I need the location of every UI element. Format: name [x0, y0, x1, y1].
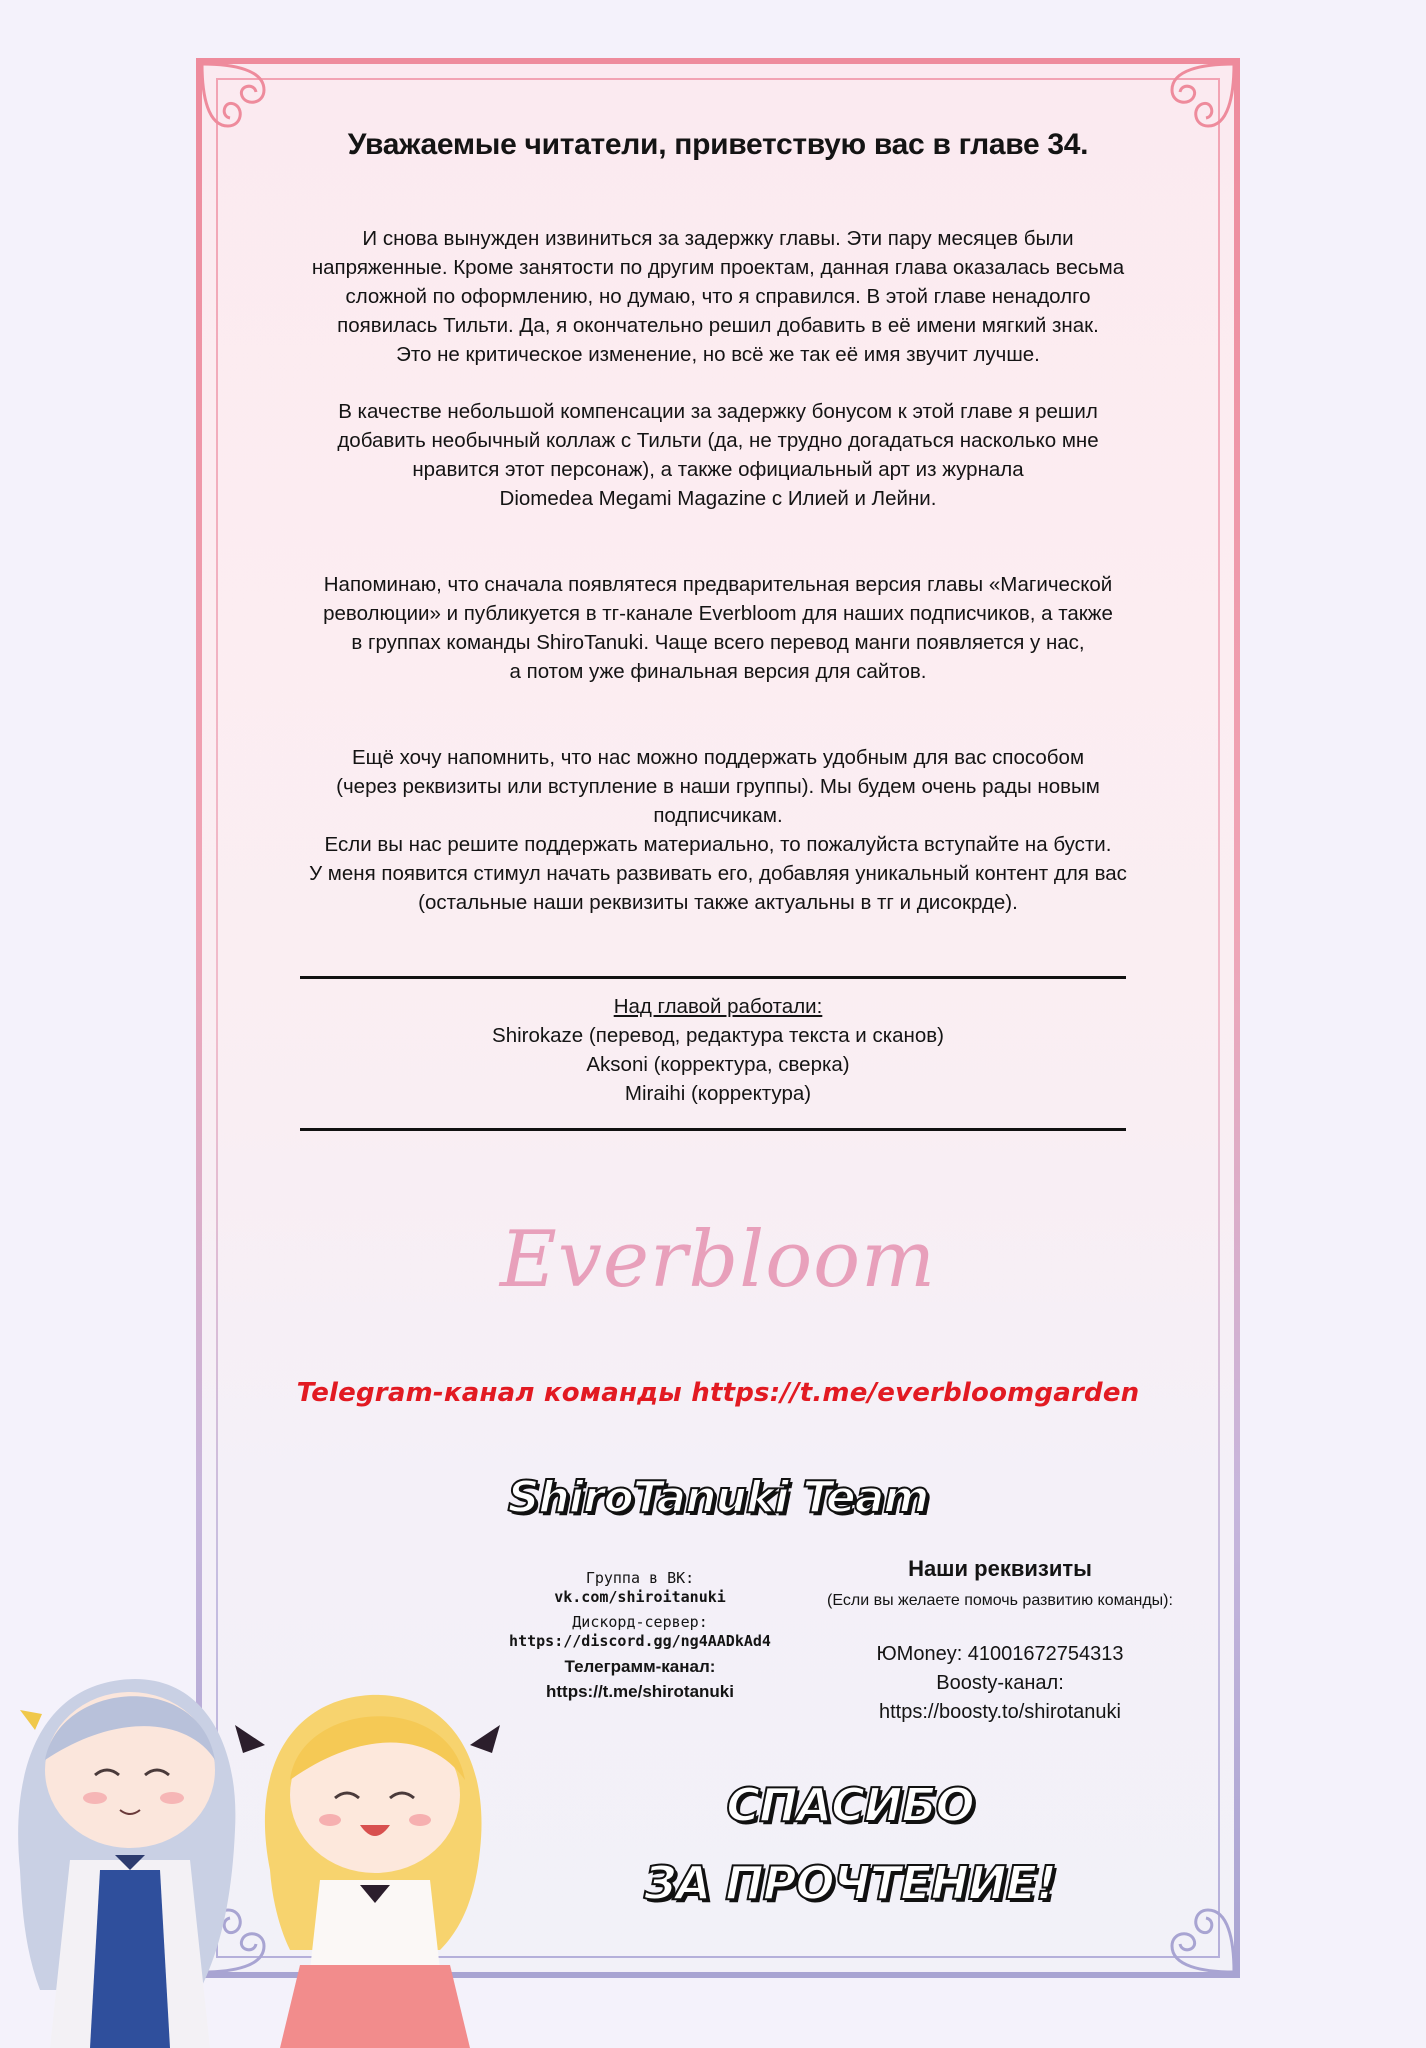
paragraph-line: подписчикам. [653, 804, 783, 827]
credits-heading: Над главой работали: [613, 995, 823, 1018]
vk-link[interactable]: vk.com/shiroitanuki [554, 1588, 726, 1606]
yumoney-value: ЮMoney: 41001672754313 [876, 1643, 1124, 1665]
credits-line: Shirokaze (перевод, редактура текста и сканов) [492, 1024, 944, 1047]
paragraph-line: (через реквизиты или вступление в наши группы). Мы будем очень рады новым [336, 775, 1100, 798]
paragraph-line: У меня появится стимул начать развивать его, добавляя уникальный контент для вас [309, 862, 1127, 885]
paragraph-line: напряженные. Кроме занятости по другим проектам, данная глава оказалась весьма [311, 256, 1125, 279]
paragraph-line: (остальные наши реквизиты также актуальны в тг и дисокрде). [418, 891, 1018, 914]
requisites-block [810, 1556, 1190, 1727]
paragraph-line: в группах команды ShiroTanuki. Чаще всего перевод манги появляется у нас, [351, 631, 1085, 654]
telegram-label: Телеграмм-канал: [564, 1657, 716, 1676]
paragraph-line: революции» и публикуется в тг-канале Everbloom для наших подписчиков, а также [323, 602, 1113, 625]
corner-ornament-icon [1152, 1890, 1242, 1980]
boosty-link[interactable]: https://boosty.to/shirotanuki [879, 1701, 1121, 1723]
everbloom-logo: Everbloom [499, 1215, 937, 1305]
paragraph-line: добавить необычный коллаж с Тильти (да, не трудно догадаться насколько мне [337, 429, 1099, 452]
chibi-characters-illustration [0, 1570, 600, 2048]
paragraph-line: Ещё хочу напомнить, что нас можно поддержать удобным для вас способом [351, 746, 1085, 769]
paragraph-bonus [196, 397, 1240, 513]
requisites-heading: Наши реквизиты [908, 1556, 1092, 1581]
silver-hair-girl-icon [18, 1679, 235, 2048]
credits-line: Aksoni (корректура, сверка) [586, 1053, 850, 1076]
paragraph-line: Напоминаю, что сначала появлятеся предварительная версия главы «Магической [323, 573, 1113, 596]
paragraph-line: И снова вынужден извиниться за задержку главы. Эти пару месяцев были [362, 227, 1074, 250]
paragraph-line: Если вы нас решите поддержать материально, то пожалуйста вступайте на бусти. [324, 833, 1112, 856]
telegram-link[interactable]: https://t.me/shirotanuki [546, 1682, 734, 1701]
paragraph-support [196, 743, 1240, 917]
paragraph-line: а потом уже финальная версия для сайтов. [509, 660, 927, 683]
paragraph-line: сложной по оформлению, но думаю, что я справился. В этой главе ненадолго [345, 285, 1091, 308]
telegram-channel-link[interactable]: Telegram-канал команды https://t.me/everbloomgarden [296, 1378, 1140, 1408]
divider-top [300, 976, 1126, 979]
team-logo: ShiroTanuki Team [507, 1472, 929, 1523]
paragraph-line: нравится этот персонаж), а также официальный арт из журнала [412, 458, 1024, 481]
paragraph-line: появилась Тильти. Да, я окончательно решил добавить в её имени мягкий знак. [337, 314, 1099, 337]
paragraph-apology [196, 224, 1240, 369]
vk-label: Группа в ВК: [585, 1569, 695, 1587]
paragraph-line: Diomedea Megami Magazine с Илией и Лейни. [499, 487, 937, 510]
credits-block [196, 992, 1240, 1108]
thanks-line-1: СПАСИБО [726, 1778, 974, 1832]
thanks-line-2: ЗА ПРОЧТЕНИЕ! [644, 1856, 1056, 1910]
discord-label: Дискорд-сервер: [572, 1613, 708, 1631]
boosty-label: Boosty-канал: [936, 1672, 1064, 1694]
credits-line: Miraihi (корректура) [624, 1082, 812, 1105]
paragraph-line: В качестве небольшой компенсации за задержку бонусом к этой главе я решил [338, 400, 1098, 423]
requisites-subheading: (Если вы желаете помочь развитию команды): [827, 1592, 1173, 1609]
paragraph-line: Это не критическое изменение, но всё же так её имя звучит лучше. [396, 343, 1040, 366]
discord-link[interactable]: https://discord.gg/ng4AADkAd4 [509, 1632, 771, 1650]
divider-bottom [300, 1128, 1126, 1131]
paragraph-reminder [196, 570, 1240, 686]
page-title: Уважаемые читатели, приветствую вас в главе 34. [347, 128, 1089, 161]
blonde-girl-icon [235, 1695, 500, 2048]
